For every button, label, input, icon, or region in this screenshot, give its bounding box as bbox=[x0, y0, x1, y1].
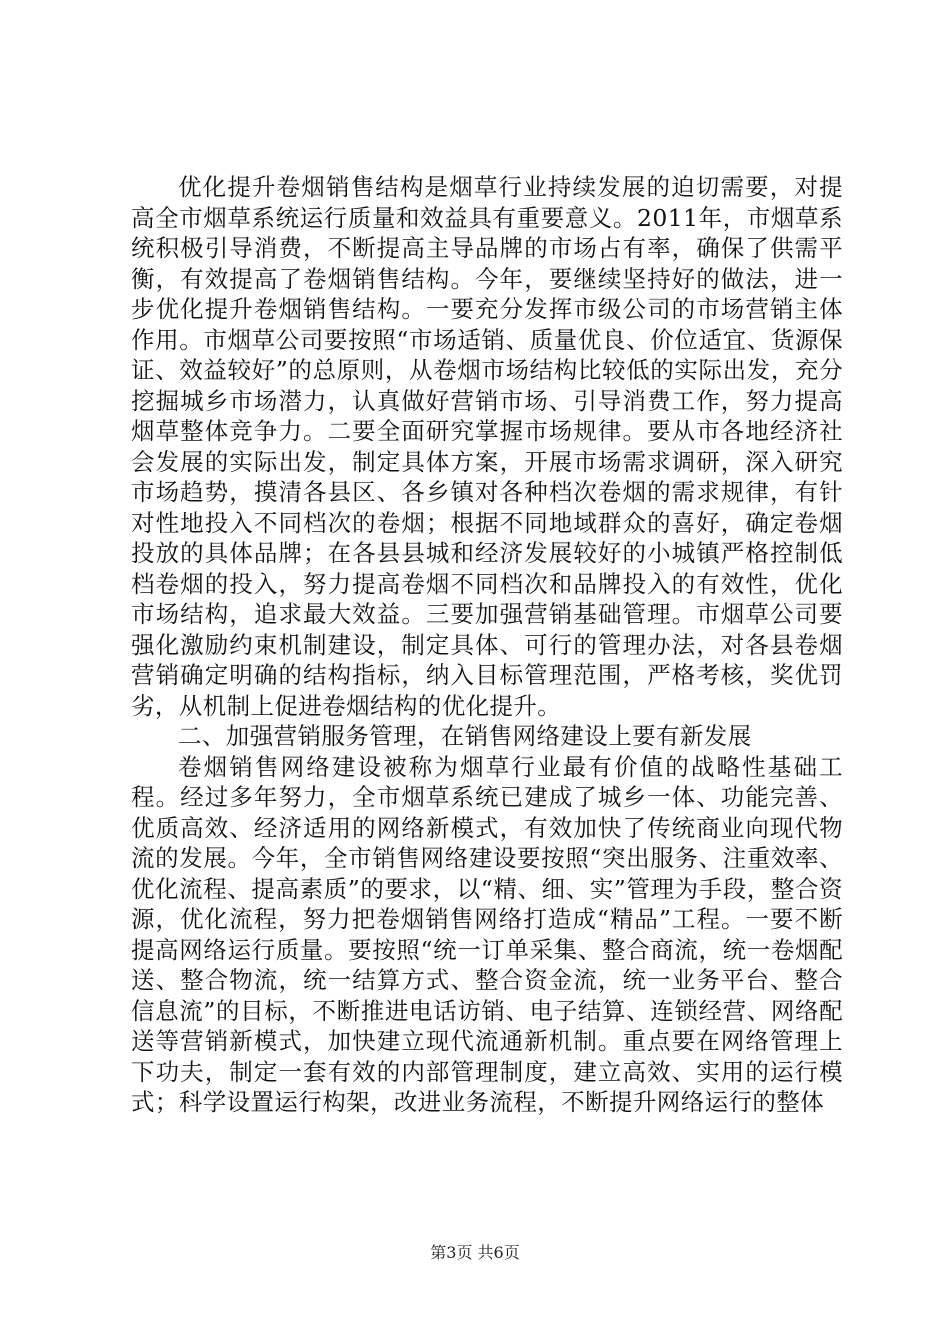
section-heading-2: 二、加强营销服务管理，在销售网络建设上要有新发展 bbox=[178, 722, 752, 750]
paragraph-sales-network: 卷烟销售网络建设被称为烟草行业最有价值的战略性基础工程。经过多年努力，全市烟草系统已建成了城乡一体、功能完善、优质高效、经济适用的网络新模式，有效加快了传统商业向现代物流的发展。今年，全市销售网络建设要按照“突出服务、注重效率、优化流程、提高素质”的要求，以“精、细、实”管理为手段，整合资源，优化流程，努力把卷烟销售网络打造成“精品”工程。一要不断提高网络运行质量。要按照“统一订单采集、整合商流，统一卷烟配送、整合物流，统一结算方式、整合资金流，统一业务平台、整合信息流”的目标，不断推进电话访销、电子结算、连锁经营、网络配送等营销新模式，加快建立现代流通新机制。重点要在网络管理上下功夫，制定一套有效的内部管理制度，建立高效、实用的运行模式；科学设置运行构架，改进业务流程，不断提升网络运行的整体 bbox=[131, 752, 843, 1116]
paragraph-sales-structure: 优化提升卷烟销售结构是烟草行业持续发展的迫切需要，对提高全市烟草系统运行质量和效益具有重要意义。2011年，市烟草系统积极引导消费，不断提高主导品牌的市场占有率，确保了供需平衡，有效提高了卷烟销售结构。今年，要继续坚持好的做法，进一步优化提升卷烟销售结构。一要充分发挥市级公司的市场营销主体作用。市烟草公司要按照“市场适销、质量优良、价位适宜、货源保证、效益较好”的总原则，从卷烟市场结构比较低的实际出发，充分挖掘城乡市场潜力，认真做好营销市场、引导消费工作，努力提高烟草整体竞争力。二要全面研究掌握市场规律。要从市各地经济社会发展的实际出发，制定具体方案，开展市场需求调研，深入研究市场趋势，摸清各县区、各乡镇对各种档次卷烟的需求规律，有针对性地投入不同档次的卷烟；根据不同地域群众的喜好，确定卷烟投放的具体品牌；在各县县城和经济发展较好的小城镇严格控制低档卷烟的投入，努力提高卷烟不同档次和品牌投入的有效性，优化市场结构，追求最大效益。三要加强营销基础管理。市烟草公司要强化激励约束机制建设，制定具体、可行的管理办法，对各县卷烟营销确定明确的结构指标，纳入目标管理范围，严格考核，奖优罚劣，从机制上促进卷烟结构的优化提升。 bbox=[131, 173, 843, 720]
document-body bbox=[131, 172, 843, 1118]
page-footer: 第3页 共6页 bbox=[430, 1243, 520, 1262]
